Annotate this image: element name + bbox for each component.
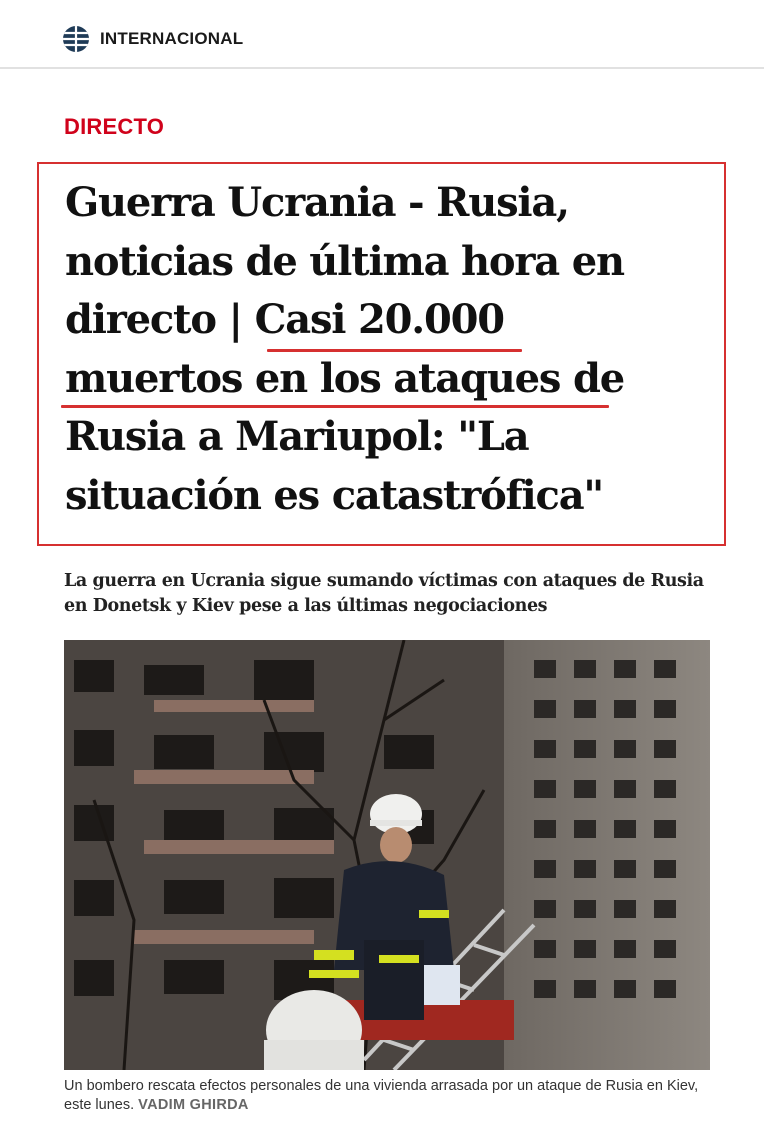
- annotation-underline: [267, 349, 522, 352]
- article-subtitle: La guerra en Ucrania sigue sumando víctimas con ataques de Rusia en Donetsk y Kiev pese a las últimas negociaciones: [64, 571, 704, 616]
- headline-line: muertos en los ataques de: [65, 354, 624, 402]
- headline-highlight-box: [37, 162, 726, 546]
- photo-caption-text: Un bombero rescata efectos personales de una vivienda arrasada por un ataque de Rusia en Kiev, este lunes.: [64, 1078, 699, 1113]
- photo-caption: [64, 1077, 724, 1115]
- live-kicker: DIRECTO: [64, 114, 165, 139]
- section-label: INTERNACIONAL: [100, 29, 244, 48]
- photo-illustration: [64, 640, 710, 1070]
- headline-line: noticias de última hora en: [65, 237, 624, 285]
- annotation-underline: [61, 405, 609, 408]
- headline-line: Guerra Ucrania - Rusia,: [65, 179, 569, 226]
- section-link-internacional[interactable]: [62, 25, 243, 53]
- headline-line: situación es catastrófica": [65, 471, 604, 519]
- globe-icon: [62, 25, 90, 53]
- headline-line: Rusia a Mariupol: "La: [65, 413, 529, 460]
- top-bar: [0, 0, 764, 69]
- photo-credit: VADIM GHIRDA: [138, 1097, 249, 1113]
- article-photo[interactable]: [64, 640, 710, 1070]
- headline-line: directo | Casi 20.000: [65, 296, 504, 343]
